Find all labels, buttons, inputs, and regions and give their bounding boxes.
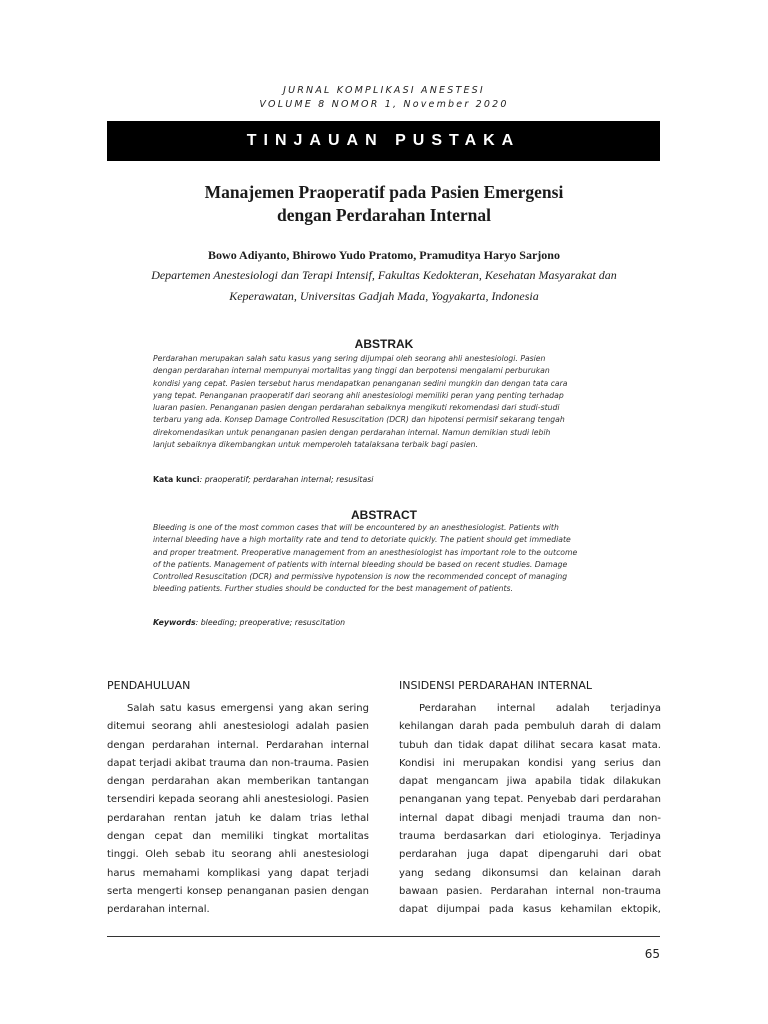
body-line: tersendiri kepada seorang ahli anestesiologi. Pasien (107, 794, 369, 806)
right-column-body (399, 700, 661, 920)
body-line: kehilangan darah pada pembuluh darah di dalam (399, 721, 661, 733)
abstrak-line: lanjut sebaiknya dikembangkan untuk memperoleh tatalaksana terbaik bagi pasien. (153, 440, 478, 450)
abstract-line: of the patients. Management of patients with internal bleeding should be based on recent studies. Damage (153, 559, 568, 569)
body-line: internal dapat dibagi menjadi trauma dan non- (399, 812, 661, 824)
body-line: dapat terjadi akibat trauma dan non-trauma. Pasien (107, 757, 369, 769)
abstrak-line: kondisi yang cepat. Pasien tersebut harus mendapatkan penanganan sedini mungkin dan dengan tata cara (153, 378, 568, 388)
body-line: ditemui seorang ahli anestesiologi adalah pasien (107, 721, 369, 733)
abstrak-line: direkomendasikan untuk penanganan pasien dengan perdarahan internal. Namun demikian studi lebih (153, 427, 551, 437)
abstract-line: bleeding patients. Further studies should be conducted for the best management of patients. (153, 584, 513, 594)
abstract-line: internal bleeding have a high mortality rate and tend to detoriate quickly. The patient should get immediate (153, 535, 571, 545)
title-line: Manajemen Praoperatif pada Pasien Emergensi (204, 182, 564, 202)
title-line: dengan Perdarahan Internal (277, 205, 491, 225)
body-line: serta mengerti konsep penanganan pasien dengan (107, 885, 369, 897)
body-line: yang sedang dikonsumsi dan kelainan darah (399, 867, 661, 879)
footer-divider (107, 936, 660, 937)
abstrak-line: terbaru yang ada. Konsep Damage Controlled Resuscitation (DCR) dan hipotensi permisif sekarang tengah (153, 415, 565, 425)
body-line: perdarahan rentan jatuh ke dalam trias lethal (107, 812, 369, 824)
keywords-value: : bleeding; preoperative; resuscitation (195, 618, 346, 627)
affiliation (0, 265, 768, 307)
body-line: Perdarahan internal adalah terjadinya (419, 703, 661, 714)
section-heading-pendahuluan: PENDAHULUAN (107, 679, 191, 692)
body-line: tubuh dan tidak dapat dilihat secara kasat mata. (399, 739, 661, 751)
article-title (0, 181, 768, 227)
abstract-line: Bleeding is one of the most common cases that will be encountered by an anesthesiologist. Patients with (153, 523, 559, 532)
abstract-body (153, 522, 616, 596)
body-line: dapat mengancam jiwa apabila tidak dilakukan (399, 776, 661, 788)
left-column-body (107, 700, 369, 920)
body-line: harus memahami komplikasi yang dapat terjadi (107, 867, 369, 879)
affiliation-line: Departemen Anestesiologi dan Terapi Intensif, Fakultas Kedokteran, Kesehatan Masyarakat dan (151, 268, 617, 282)
authors: Bowo Adiyanto, Bhirowo Yudo Pratomo, Pramuditya Haryo Sarjono (208, 248, 560, 262)
body-line: perdarahan juga dapat dipengaruhi dari obat (399, 849, 661, 861)
body-line: dengan perdarahan akan memberikan tantangan (107, 776, 369, 788)
body-line: penanganan yang tepat. Penyebab dari perdarahan (399, 794, 661, 806)
section-heading-insidensi: INSIDENSI PERDARAHAN INTERNAL (399, 679, 593, 692)
keywords-label: Kata kunci (153, 475, 200, 484)
abstract-keywords (153, 617, 616, 629)
section-banner: TINJAUAN PUSTAKA (107, 121, 660, 161)
abstract-heading: ABSTRACT (351, 508, 417, 522)
abstrak-heading: ABSTRAK (354, 337, 414, 351)
journal-header (0, 84, 768, 112)
keywords-label: Keywords (153, 618, 196, 627)
body-line: tinggi. Oleh sebab itu seorang ahli anestesiologi (107, 849, 369, 861)
body-line: dapat dijumpai pada kasus kehamilan ektopik, (399, 904, 661, 916)
body-line: dengan perdarahan internal. Perdarahan internal (107, 739, 369, 751)
abstract-line: Controlled Resuscitation (DCR) and permissive hypotension is now the recommended concept of managing (153, 572, 568, 582)
abstrak-line: dengan perdarahan internal mempunyai mortalitas yang tinggi dan berpotensi mengalami perburukan (153, 366, 550, 376)
abstrak-line: yang tepat. Penanganan praoperatif dari seorang ahli anestesiologi memiliki peran yang penting terhadap (153, 390, 564, 400)
body-line: Kondisi ini merupakan kondisi yang serius dan (399, 757, 661, 769)
abstrak-line: Perdarahan merupakan salah satu kasus yang sering dijumpai oleh seorang ahli anestesiologi. Pasien (153, 354, 546, 363)
body-line: dengan cepat dan memiliki tingkat mortalitas (107, 831, 369, 843)
keywords-value: : praoperatif; perdarahan internal; resusitasi (199, 475, 374, 484)
abstrak-keywords (153, 474, 616, 486)
abstrak-line: luaran pasien. Penanganan pasien dengan perdarahan sebaiknya mengikuti rekomendasi dari studi-studi (153, 403, 560, 413)
affiliation-line: Keperawatan, Universitas Gadjah Mada, Yogyakarta, Indonesia (229, 289, 539, 303)
abstract-line: and proper treatment. Preoperative management from an anesthesiologist has important role to the outcome (153, 547, 578, 557)
journal-name: JURNAL KOMPLIKASI ANESTESI (283, 85, 485, 96)
body-line: perdarahan internal. (107, 904, 210, 916)
body-line: bawaan pasien. Perdarahan internal non-trauma (399, 885, 661, 897)
abstrak-body (153, 353, 616, 451)
page-number: 65 (644, 947, 660, 961)
body-line: trauma berdasarkan dari etiologinya. Terjadinya (399, 831, 661, 843)
journal-volume: VOLUME 8 NOMOR 1, November 2020 (259, 99, 509, 110)
body-line: Salah satu kasus emergensi yang akan sering (127, 703, 369, 714)
